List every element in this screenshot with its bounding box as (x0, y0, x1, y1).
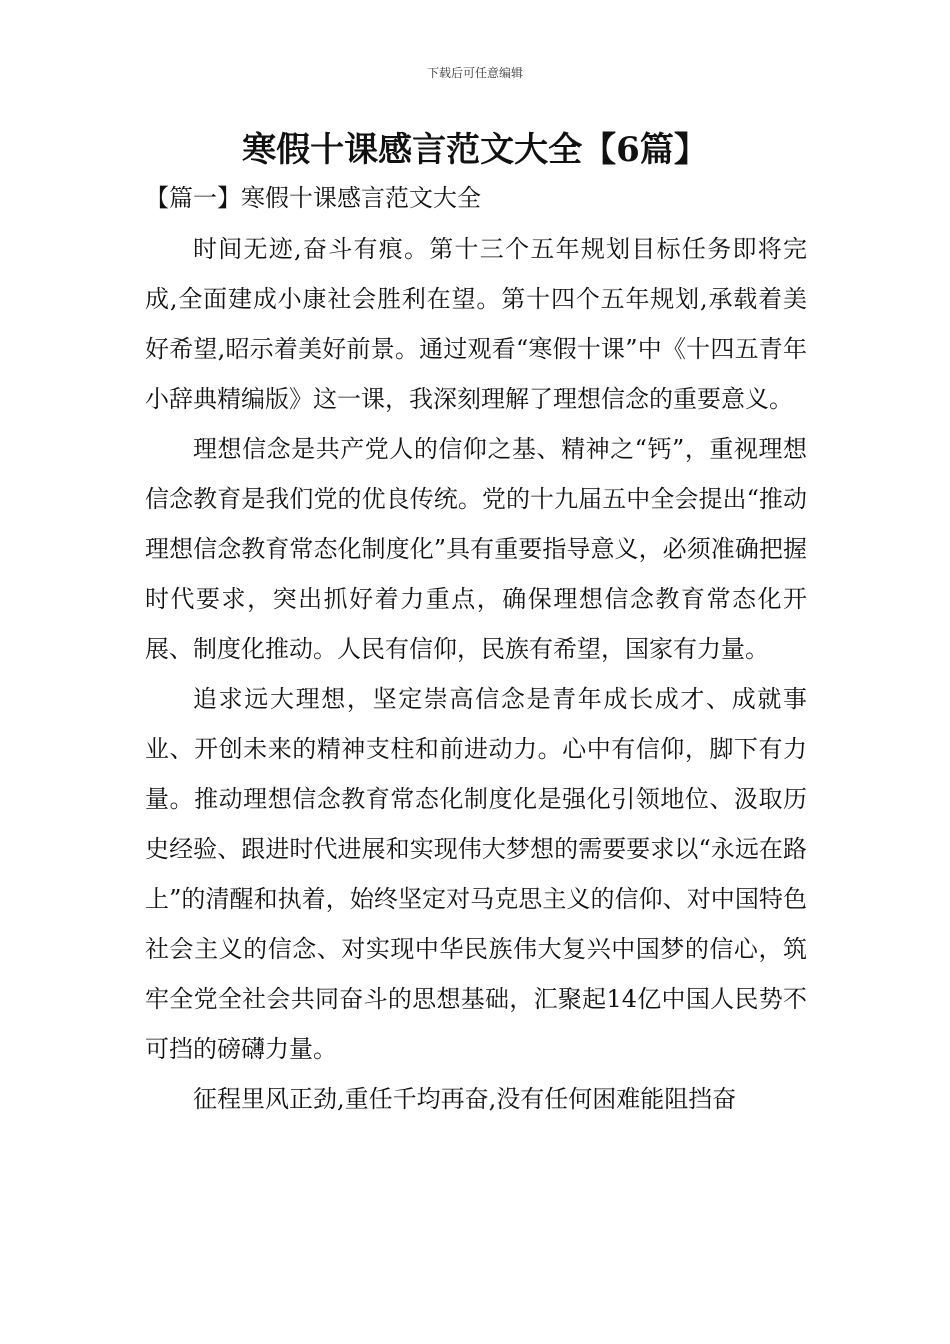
paragraph-1: 时间无迹,奋斗有痕。第十三个五年规划目标任务即将完成,全面建成小康社会胜利在望。第十四个五年规划,承载着美好希望,昭示着美好前景。通过观看“寒假十课”中《十四五青年小辞典精编版》这一课，我深刻理解了理想信念的重要意义。 (145, 235, 807, 413)
body-text (145, 224, 807, 1124)
paragraph-2: 理想信念是共产党人的信仰之基、精神之“钙”，重视理想信念教育是我们党的优良传统。党的十九届五中全会提出“推动理想信念教育常态化制度化”具有重要指导意义，必须准确把握时代要求，突出抓好着力重点，确保理想信念教育常态化开展、制度化推动。人民有信仰，民族有希望，国家有力量。 (145, 435, 807, 663)
header-note: 下载后可任意编辑 (426, 66, 523, 80)
paragraph-3: 追求远大理想，坚定崇高信念是青年成长成才、成就事业、开创未来的精神支柱和前进动力。心中有信仰，脚下有力量。推动理想信念教育常态化制度化是强化引领地位、汲取历史经验、跟进时代进展和实现伟大梦想的需要要求以“永远在路上”的清醒和执着，始终坚定对马克思主义的信仰、对中国特色社会主义的信念、对实现中华民族伟大复兴中国梦的信心，筑牢全党全社会共同奋斗的思想基础，汇聚起14亿中国人民势不可挡的磅礴力量。 (145, 685, 807, 1063)
document-title: 寒假十课感言范文大全【6篇】 (242, 130, 708, 170)
paragraph-4: 征程里风正劲,重任千均再奋,没有任何困难能阻挡奋 (193, 1085, 737, 1113)
section-heading: 【篇一】寒假十课感言范文大全 (145, 184, 481, 212)
